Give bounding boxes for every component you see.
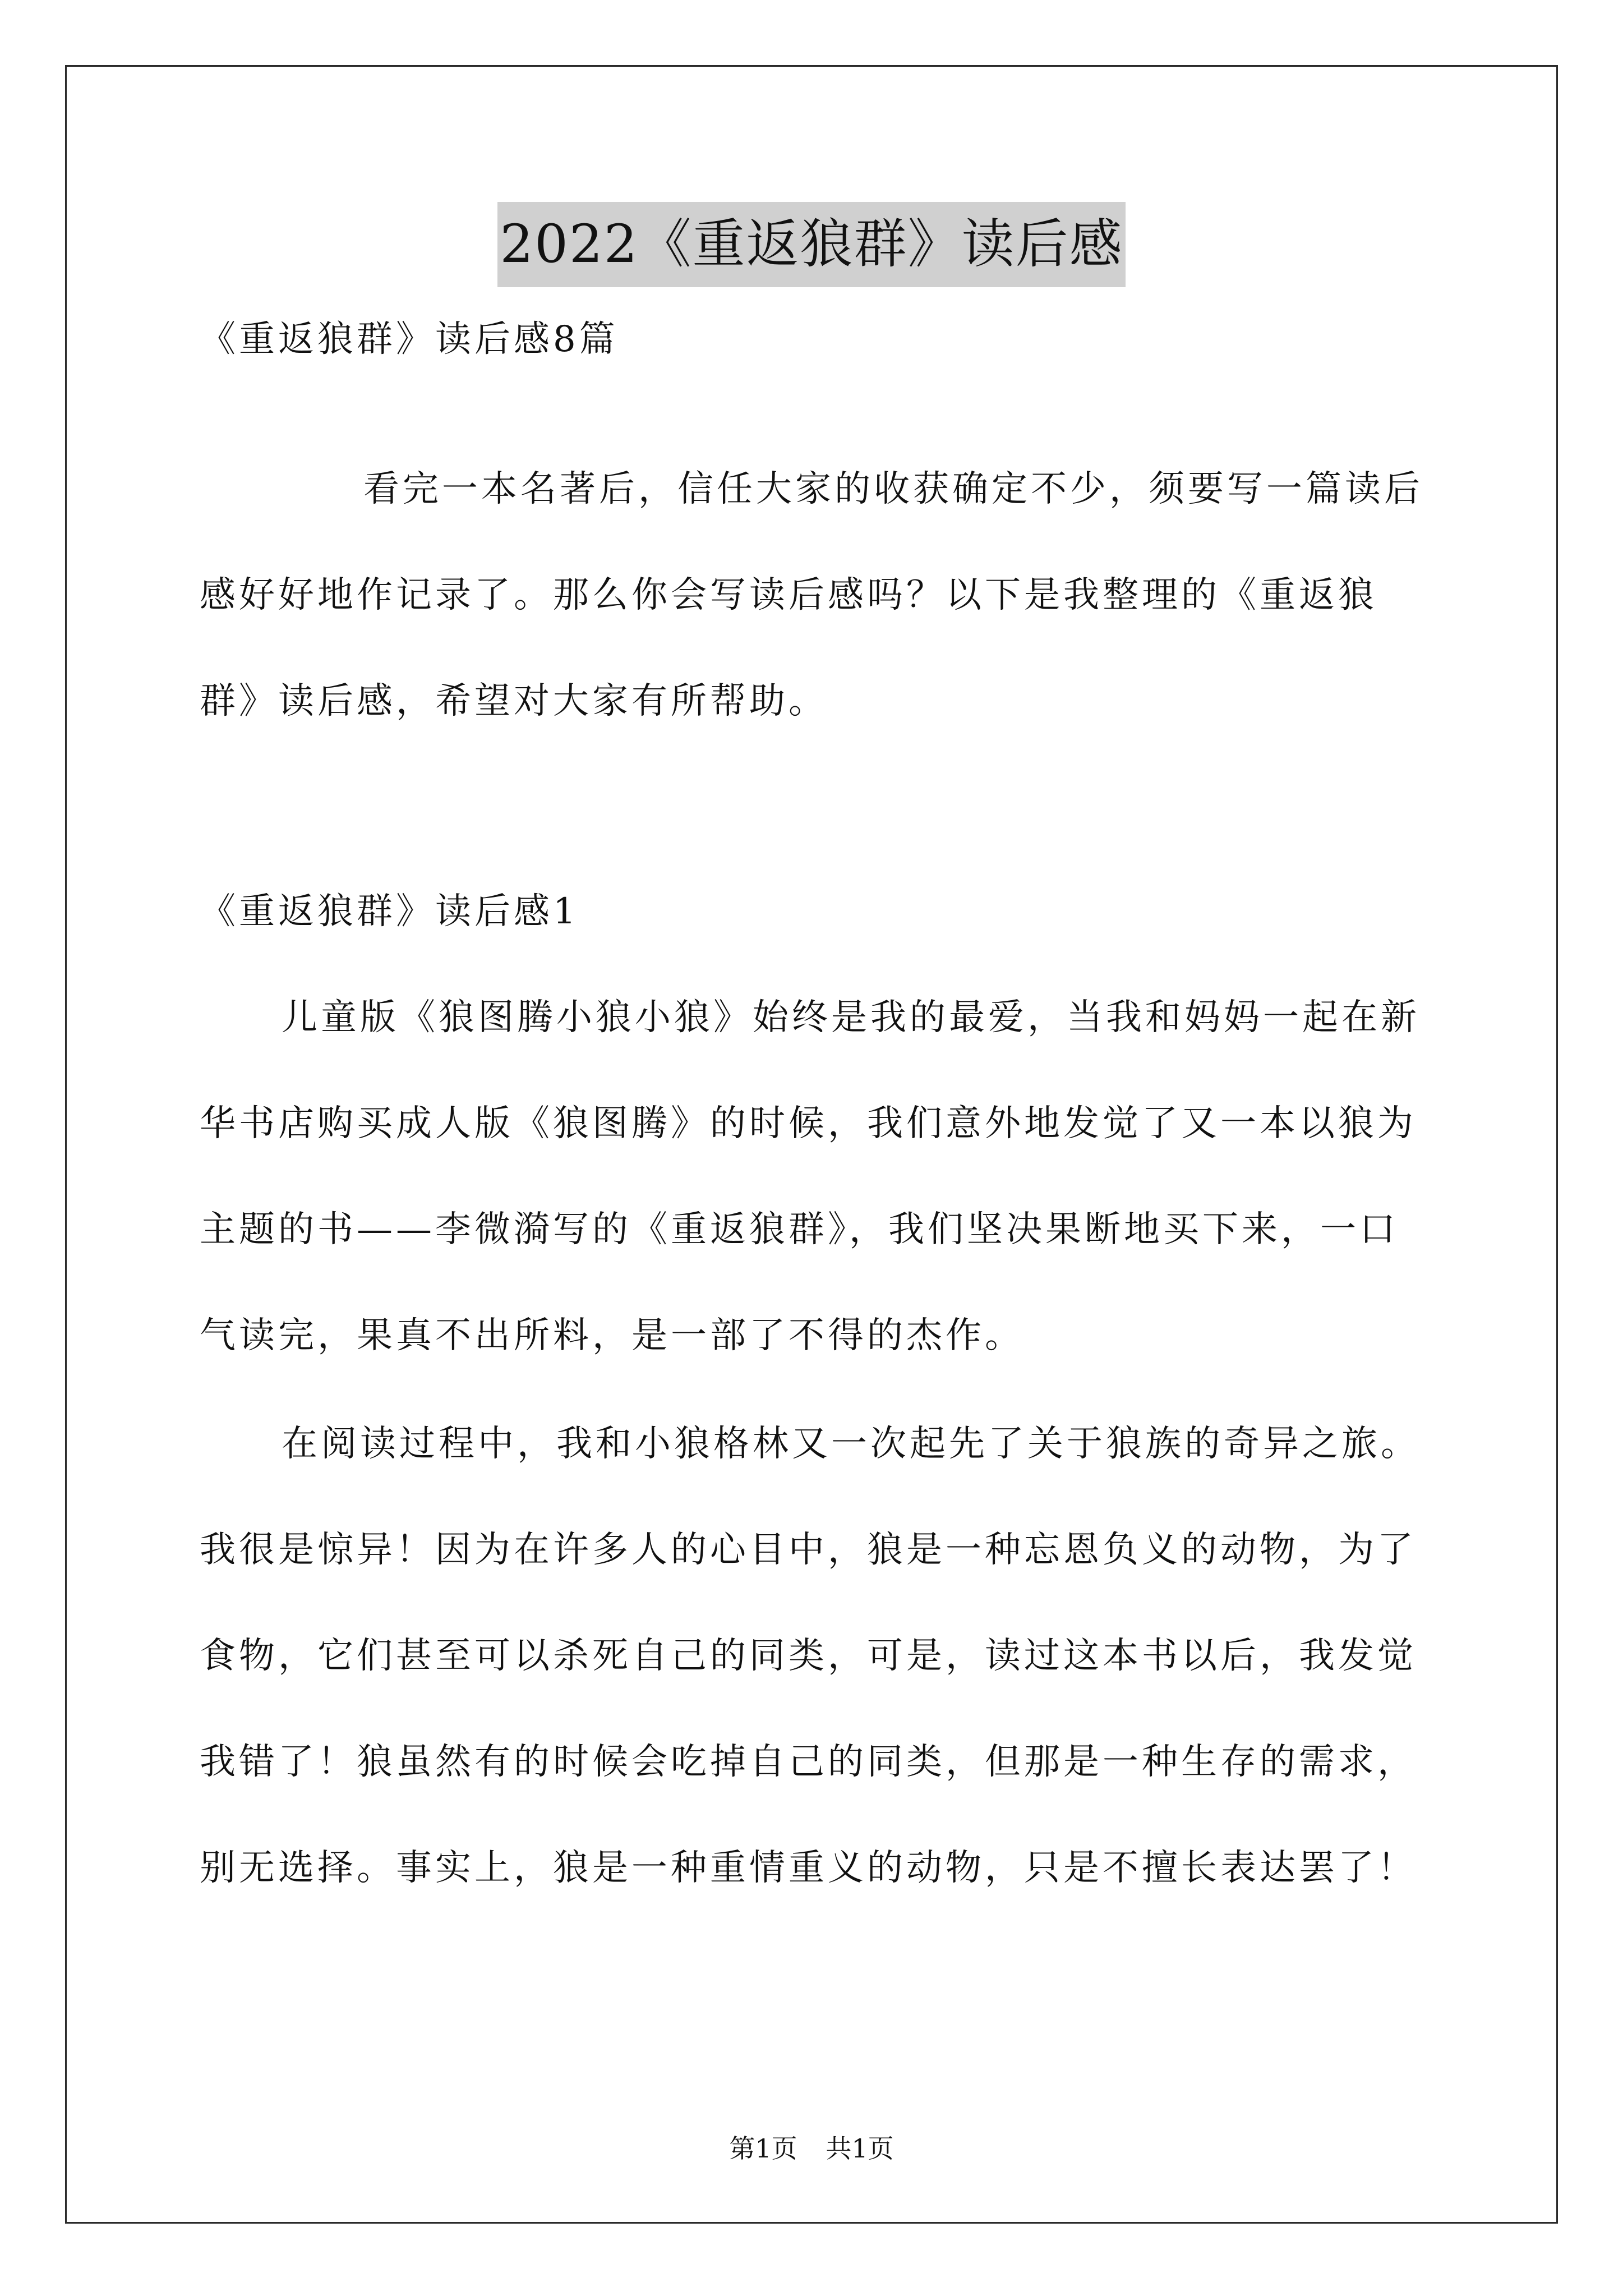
- section-heading: 《重返狼群》读后感1: [200, 891, 579, 932]
- document-subtitle: 《重返狼群》读后感8篇: [200, 319, 619, 360]
- page-number-total: 共1页: [826, 2133, 894, 2164]
- title-container: [0, 202, 1623, 287]
- body-paragraph: 儿童版《狼图腾小狼小狼》始终是我的最爱，当我和妈妈一起在新华书店购买成人版《狼图腾》的时候，我们意外地发觉了又一本以狼为主题的书——李微漪写的《重返狼群》，我们坚决果断地买下来，一口气读完，果真不出所料，是一部了不得的杰作。: [200, 997, 1420, 1356]
- body-paragraph: 在阅读过程中，我和小狼格林又一次起先了关于狼族的奇异之旅。我很是惊异！因为在许多人的心目中，狼是一种忘恩负义的动物，为了食物，它们甚至可以杀死自己的同类，可是，读过这本书以后，我发觉我错了！狼虽然有的时候会吃掉自己的同类，但那是一种生存的需求，别无选择。事实上，狼是一种重情重义的动物，只是不擅长表达罢了！: [200, 1423, 1420, 1889]
- page-number-current: 第1页: [729, 2133, 797, 2164]
- page-footer: [0, 2132, 1623, 2165]
- document-title: 2022《重返狼群》读后感: [497, 202, 1125, 287]
- intro-paragraph: 看完一本名著后，信任大家的收获确定不少，须要写一篇读后感好好地作记录了。那么你会写读后感吗？以下是我整理的《重返狼群》读后感，希望对大家有所帮助。: [200, 468, 1423, 722]
